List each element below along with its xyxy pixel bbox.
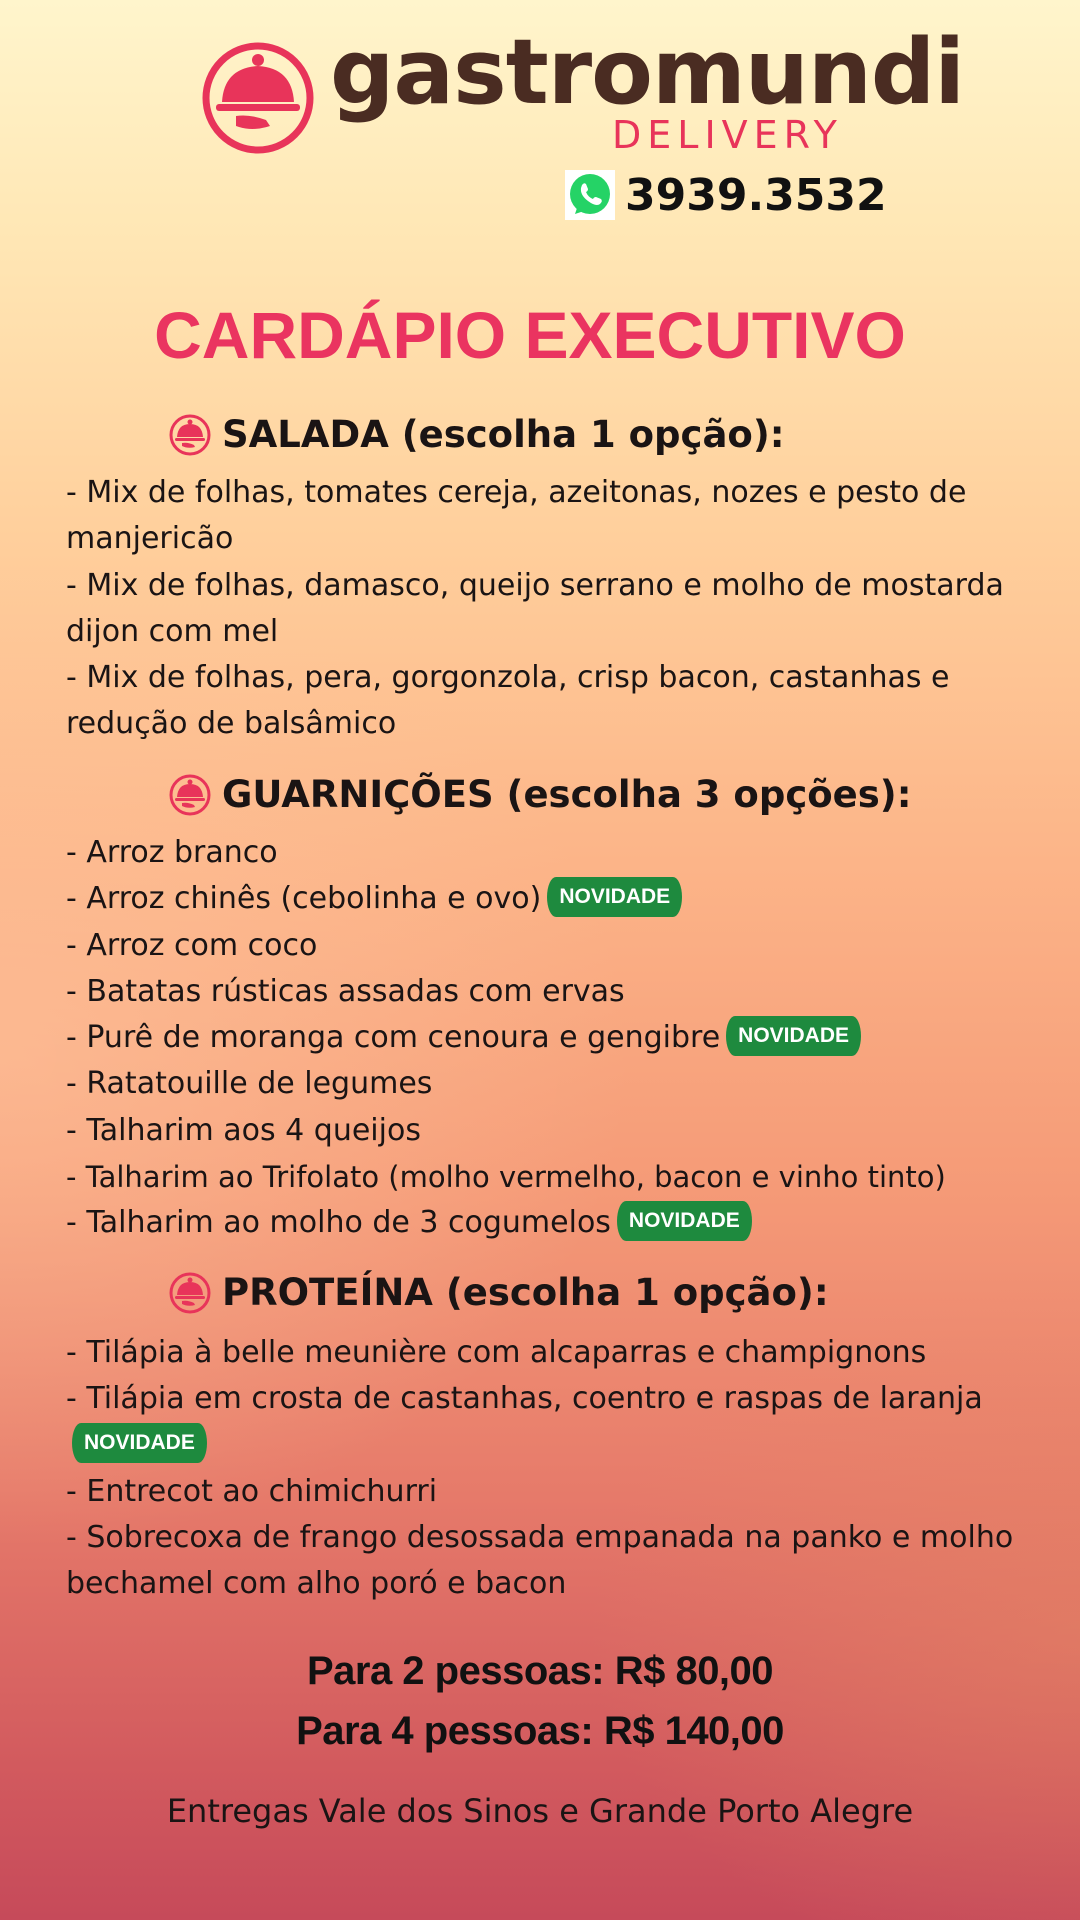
section-heading-label: PROTEÍNA (escolha 1 opção): [222, 1271, 829, 1314]
section-heading-label: SALADA (escolha 1 opção): [222, 413, 785, 456]
novidade-badge: NOVIDADE [617, 1201, 752, 1241]
proteina-list [66, 1330, 1016, 1608]
list-item: - Mix de folhas, damasco, queijo serrano e molho de mostarda dijon com mel [66, 567, 1004, 649]
section-heading-guarnicoes [168, 770, 912, 820]
phone-number[interactable]: 3939.3532 [625, 170, 887, 221]
list-item-text: - Arroz chinês (cebolinha e ovo) [66, 881, 542, 917]
list-item: - Ratatouille de legumes [66, 1066, 433, 1102]
guarnicoes-list [66, 830, 1036, 1247]
cloche-icon [168, 1271, 212, 1315]
novidade-badge: NOVIDADE [72, 1423, 207, 1463]
list-item-with-badge [66, 1015, 1036, 1061]
salada-list [66, 470, 1006, 748]
list-item-text: - Tilápia em crosta de castanhas, coentro e raspas de laranja [66, 1381, 983, 1417]
list-item: - Batatas rústicas assadas com ervas [66, 973, 625, 1009]
cloche-icon [168, 413, 212, 457]
section-heading-label: GUARNIÇÕES (escolha 3 opções): [222, 773, 912, 816]
list-item: - Talharim aos 4 queijos [66, 1112, 421, 1148]
list-item: - Tilápia à belle meunière com alcaparras e champignons [66, 1335, 927, 1370]
list-item: - Mix de folhas, tomates cereja, azeitonas, nozes e pesto de manjericão [66, 475, 967, 557]
list-item-with-badge [66, 876, 1036, 922]
list-item: - Arroz com coco [66, 927, 318, 963]
section-heading-salada [168, 410, 785, 460]
list-item: - Sobrecoxa de frango desossada empanada na panko e molho bechamel com alho poró e bacon [66, 1520, 1014, 1602]
section-heading-proteina [168, 1268, 829, 1318]
menu-title: CARDÁPIO EXECUTIVO [154, 298, 906, 372]
brand-subtitle: DELIVERY [612, 113, 843, 157]
brand-name: gastromundi [330, 20, 965, 125]
novidade-badge: NOVIDADE [547, 877, 682, 917]
list-item: - Mix de folhas, pera, gorgonzola, crisp bacon, castanhas e redução de balsâmico [66, 660, 950, 742]
list-item: - Arroz branco [66, 835, 278, 870]
list-item-text: - Purê de moranga com cenoura e gengibre [66, 1020, 721, 1056]
cloche-logo-icon [200, 40, 320, 155]
price-four-people: Para 4 pessoas: R$ 140,00 [296, 1709, 784, 1753]
list-item: - Entrecot ao chimichurri [66, 1473, 438, 1509]
list-item: - Talharim ao Trifolato (molho vermelho, bacon e vinho tinto) [66, 1160, 946, 1195]
list-item-with-badge [66, 1376, 1016, 1469]
price-two-people: Para 2 pessoas: R$ 80,00 [306, 1649, 774, 1693]
list-item-with-badge [66, 1200, 1036, 1246]
delivery-area-note: Entregas Vale dos Sinos e Grande Porto Alegre [166, 1792, 914, 1830]
novidade-badge: NOVIDADE [726, 1016, 861, 1056]
list-item-text: - Talharim ao molho de 3 cogumelos [66, 1205, 611, 1241]
cloche-icon [168, 773, 212, 817]
whatsapp-icon [565, 170, 615, 220]
